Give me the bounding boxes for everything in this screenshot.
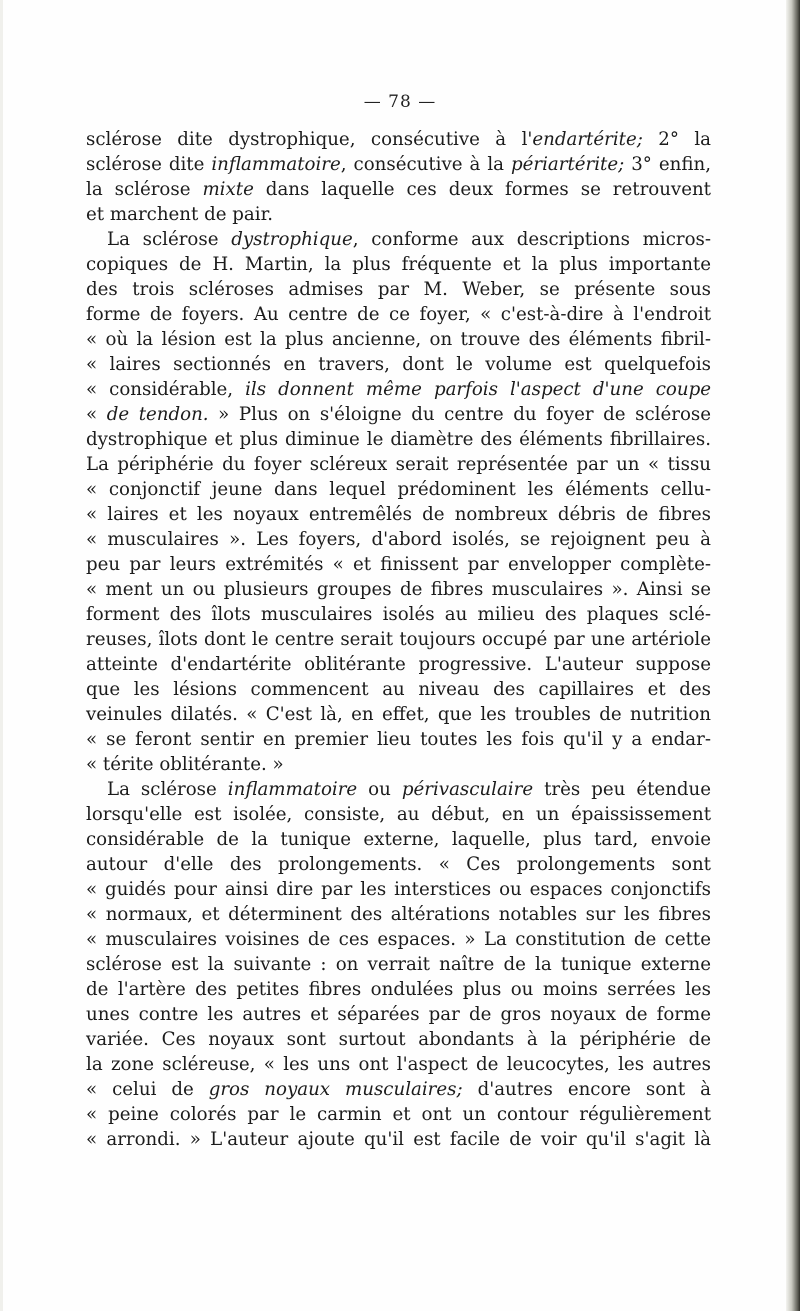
italic-text: gros noyaux musculaires;	[208, 1079, 463, 1100]
italic-text: ils donnent même parfois l'aspect d'une coupe	[245, 379, 711, 400]
text-line	[86, 1127, 711, 1152]
text-segment: la sclérose	[86, 179, 203, 200]
page-left-edge	[0, 0, 3, 1311]
text-line	[86, 727, 711, 752]
text-line	[86, 527, 711, 552]
text-segment: variée. Ces noyaux sont surtout abondants à la périphérie de	[86, 1029, 711, 1050]
text-segment: dans laquelle ces deux formes se retrouvent	[253, 179, 711, 200]
text-segment: 2° la	[642, 129, 711, 150]
italic-text: périartérite;	[511, 154, 625, 175]
text-segment: sclérose est la suivante : on verrait naître de la tunique externe	[86, 954, 711, 975]
text-line	[86, 1102, 711, 1127]
text-line	[86, 452, 711, 477]
text-segment: La sclérose	[107, 229, 232, 250]
text-segment: des trois scléroses admises par M. Weber, se présente sous	[86, 279, 711, 300]
text-segment: » Plus on s'éloigne du centre du foyer de sclérose	[208, 404, 711, 425]
text-line	[86, 802, 711, 827]
text-line	[86, 402, 711, 427]
text-line	[86, 202, 711, 227]
text-segment: ou	[357, 779, 402, 800]
text-line	[107, 777, 711, 802]
italic-text: inflammatoire	[211, 154, 341, 175]
text-line	[86, 952, 711, 977]
page-binding-shadow	[786, 0, 800, 1311]
text-segment: peu par leurs extrémités « et finissent par envelopper complète-	[86, 554, 711, 575]
text-line	[86, 302, 711, 327]
text-segment: « ment un ou plusieurs groupes de fibres musculaires ». Ainsi se	[86, 579, 711, 600]
text-line	[86, 1027, 711, 1052]
text-line	[86, 927, 711, 952]
text-segment: La périphérie du foyer scléreux serait représentée par un « tissu	[86, 454, 711, 475]
italic-text: de tendon.	[106, 404, 209, 425]
text-line	[86, 677, 711, 702]
text-segment: « se feront sentir en premier lieu toutes les fois qu'il y a endar-	[86, 729, 711, 750]
text-line	[86, 177, 711, 202]
text-segment: « térite oblitérante. »	[86, 754, 284, 775]
text-segment: forme de foyers. Au centre de ce foyer, « c'est-à-dire à l'endroit	[86, 304, 711, 325]
text-segment: « où la lésion est la plus ancienne, on trouve des éléments fibril-	[86, 329, 711, 350]
text-line	[86, 652, 711, 677]
text-segment: « considérable,	[86, 379, 246, 400]
text-segment: « laires et les noyaux entremêlés de nombreux débris de fibres	[86, 504, 711, 525]
text-segment: veinules dilatés. « C'est là, en effet, que les troubles de nutrition	[86, 704, 711, 725]
text-segment: forment des îlots musculaires isolés au milieu des plaques sclé-	[86, 604, 711, 625]
text-segment: «	[86, 404, 107, 425]
italic-text: dystrophique	[231, 229, 353, 250]
text-segment: reuses, îlots dont le centre serait toujours occupé par une artériole	[86, 629, 711, 650]
text-segment: La sclérose	[107, 779, 228, 800]
page-number: — 78 —	[363, 92, 437, 112]
text-segment: « conjonctif jeune dans lequel prédominent les éléments cellu-	[86, 479, 711, 500]
text-segment: autour d'elle des prolongements. « Ces prolongements sont	[86, 854, 711, 875]
text-segment: sclérose dite	[86, 154, 212, 175]
text-line	[86, 477, 711, 502]
text-line	[86, 702, 711, 727]
text-line	[86, 852, 711, 877]
text-segment: dystrophique et plus diminue le diamètre des éléments fibrillaires.	[86, 429, 711, 450]
text-segment: très peu étendue	[533, 779, 712, 800]
text-segment: « guidés pour ainsi dire par les interstices ou espaces conjonctifs	[86, 879, 711, 900]
text-segment: la zone scléreuse, « les uns ont l'aspect de leucocytes, les autres	[86, 1054, 711, 1075]
text-segment: « arrondi. » L'auteur ajoute qu'il est facile de voir qu'il s'agit là	[86, 1129, 711, 1150]
text-line	[86, 627, 711, 652]
italic-text: endartérite;	[532, 129, 643, 150]
text-line	[107, 227, 711, 252]
text-line	[86, 277, 711, 302]
text-line	[86, 977, 711, 1002]
text-segment: unes contre les autres et séparées par de gros noyaux de forme	[86, 1004, 711, 1025]
text-line	[86, 427, 711, 452]
text-line	[86, 1052, 711, 1077]
italic-text: périvasculaire	[401, 779, 534, 800]
text-line	[86, 877, 711, 902]
text-line	[86, 752, 711, 777]
text-line	[86, 602, 711, 627]
text-segment: « peine colorés par le carmin et ont un contour régulièrement	[86, 1104, 711, 1125]
text-line	[86, 902, 711, 927]
text-segment: d'autres encore sont à	[462, 1079, 711, 1100]
text-line	[86, 252, 711, 277]
text-line	[86, 577, 711, 602]
text-segment: « normaux, et déterminent des altérations notables sur les fibres	[86, 904, 711, 925]
text-line	[86, 327, 711, 352]
text-line	[86, 827, 711, 852]
text-segment: « musculaires ». Les foyers, d'abord isolés, se rejoignent peu à	[86, 529, 711, 550]
text-segment: considérable de la tunique externe, laquelle, plus tard, envoie	[86, 829, 711, 850]
text-segment: lorsqu'elle est isolée, consiste, au début, en un épaississement	[86, 804, 711, 825]
text-segment: , consécutive à la	[340, 154, 511, 175]
text-segment: « musculaires voisines de ces espaces. » La constitution de cette	[86, 929, 711, 950]
text-segment: de l'artère des petites fibres ondulées plus ou moins serrées les	[86, 979, 711, 1000]
text-line	[86, 552, 711, 577]
text-line	[86, 127, 711, 152]
text-line	[86, 377, 711, 402]
italic-text: inflammatoire	[227, 779, 358, 800]
text-segment: et marchent de pair.	[86, 204, 274, 225]
text-segment: copiques de H. Martin, la plus fréquente et la plus importante	[86, 254, 711, 275]
text-line	[86, 502, 711, 527]
text-line	[86, 1002, 711, 1027]
text-segment: atteinte d'endartérite oblitérante progressive. L'auteur suppose	[86, 654, 711, 675]
text-segment: , conforme aux descriptions micros-	[352, 229, 712, 250]
text-segment: « celui de	[86, 1079, 209, 1100]
text-line	[86, 352, 711, 377]
text-line	[86, 152, 711, 177]
text-segment: « laires sectionnés en travers, dont le volume est quelquefois	[86, 354, 711, 375]
italic-text: mixte	[202, 179, 254, 200]
text-segment: 3° enfin,	[624, 154, 711, 175]
text-segment: que les lésions commencent au niveau des capillaires et des	[86, 679, 711, 700]
text-segment: sclérose dite dystrophique, consécutive à l'	[86, 129, 533, 150]
text-line	[86, 1077, 711, 1102]
